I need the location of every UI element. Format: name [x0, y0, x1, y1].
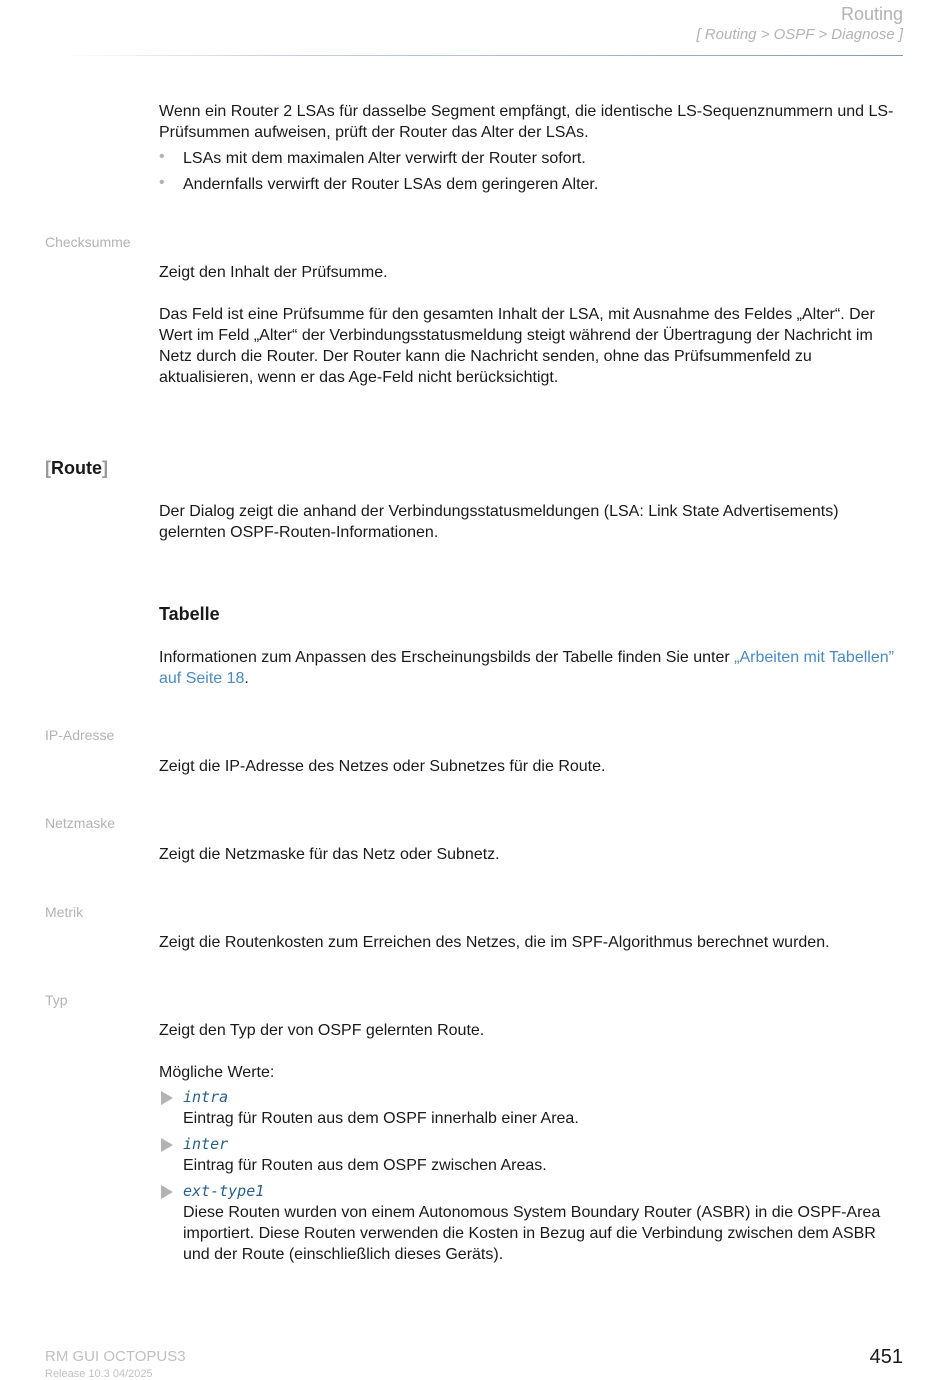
- field-label-ip-adresse: IP-Adresse: [45, 727, 115, 743]
- bracket-open: [: [45, 458, 51, 478]
- bullet-dot: •: [159, 174, 165, 191]
- page-number: 451: [869, 1346, 903, 1368]
- possible-values-label: Mögliche Werte:: [159, 1064, 275, 1081]
- field-text-metrik: Zeigt die Routenkosten zum Erreichen des Netzes, die im SPF-Algorithmus berechnet wurden.: [159, 934, 830, 951]
- tabelle-link[interactable]: „Arbeiten mit Tabellen” auf Seite 18: [159, 649, 894, 687]
- field-label-netzmaske: Netzmaske: [45, 815, 116, 831]
- triangle-bullet-icon: [161, 1091, 173, 1105]
- triangle-bullet-icon: [161, 1185, 173, 1199]
- value-code-inter: inter: [183, 1135, 229, 1153]
- bracket-close: ]: [102, 458, 108, 478]
- value-desc-ext-type1: Diese Routen wurden von einem Autonomous System Boundary Router (ASBR) in die OSPF-Area importiert. Diese Routen verwenden die Kosten in Bezug auf die Verbindung zwischen dem ASBR und der Route (einschließlich dieses Geräts).: [183, 1204, 881, 1263]
- bullet-dot: •: [159, 148, 165, 165]
- value-desc-inter: Eintrag für Routen aus dem OSPF zwischen Areas.: [183, 1157, 547, 1174]
- tabelle-text-end: .: [244, 670, 249, 687]
- header-divider: [60, 55, 903, 56]
- field-text-typ: Zeigt den Typ der von OSPF gelernten Route.: [159, 1022, 485, 1039]
- route-description: Der Dialog zeigt die anhand der Verbindungsstatusmeldungen (LSA: Link State Advertisements) gelernten OSPF-Routen-Informationen.: [159, 503, 839, 541]
- tabelle-text: Informationen zum Anpassen des Erscheinungsbilds der Tabelle finden Sie unter: [159, 649, 735, 666]
- tabelle-paragraph: [159, 647, 905, 689]
- value-code-intra: intra: [183, 1088, 229, 1106]
- header-title: Routing: [840, 4, 903, 24]
- value-desc-intra: Eintrag für Routen aus dem OSPF innerhalb einer Area.: [183, 1110, 579, 1127]
- footer-release: Release 10.3 04/2025: [45, 1368, 153, 1380]
- intro-bullet-1: LSAs mit dem maximalen Alter verwirft der Router sofort.: [183, 150, 586, 167]
- breadcrumb: [ Routing > OSPF > Diagnose ]: [696, 26, 903, 43]
- checksumme-text-1: Zeigt den Inhalt der Prüfsumme.: [159, 264, 388, 281]
- footer-product: RM GUI OCTOPUS3: [45, 1348, 186, 1365]
- section-heading-route: [45, 458, 108, 479]
- intro-paragraph: Wenn ein Router 2 LSAs für dasselbe Segment empfängt, die identische LS-Sequenznummern und LS-Prüfsummen aufweisen, prüft der Router das Alter der LSAs.: [159, 103, 894, 141]
- field-label-metrik: Metrik: [45, 904, 84, 920]
- triangle-bullet-icon: [161, 1138, 173, 1152]
- checksumme-text-2: Das Feld ist eine Prüfsumme für den gesamten Inhalt der LSA, mit Ausnahme des Feldes „Alter“. Der Wert im Feld „Alter“ der Verbindungsstatusmeldung steigt während der Übertragung der Nachricht im Netz durch die Router. Der Router kann die Nachricht senden, ohne das Prüfsummenfeld zu aktualisieren, wenn er das Age-Feld nicht berücksichtigt.: [159, 306, 875, 386]
- field-label-checksumme: Checksumme: [45, 234, 131, 250]
- subsection-heading-tabelle: Tabelle: [159, 604, 220, 624]
- section-title: Route: [51, 458, 102, 478]
- intro-bullet-2: Andernfalls verwirft der Router LSAs dem geringeren Alter.: [183, 176, 599, 193]
- field-label-typ: Typ: [45, 992, 68, 1008]
- field-text-ip-adresse: Zeigt die IP-Adresse des Netzes oder Subnetzes für die Route.: [159, 758, 606, 775]
- value-code-ext-type1: ext-type1: [183, 1182, 265, 1200]
- field-text-netzmaske: Zeigt die Netzmaske für das Netz oder Subnetz.: [159, 846, 500, 863]
